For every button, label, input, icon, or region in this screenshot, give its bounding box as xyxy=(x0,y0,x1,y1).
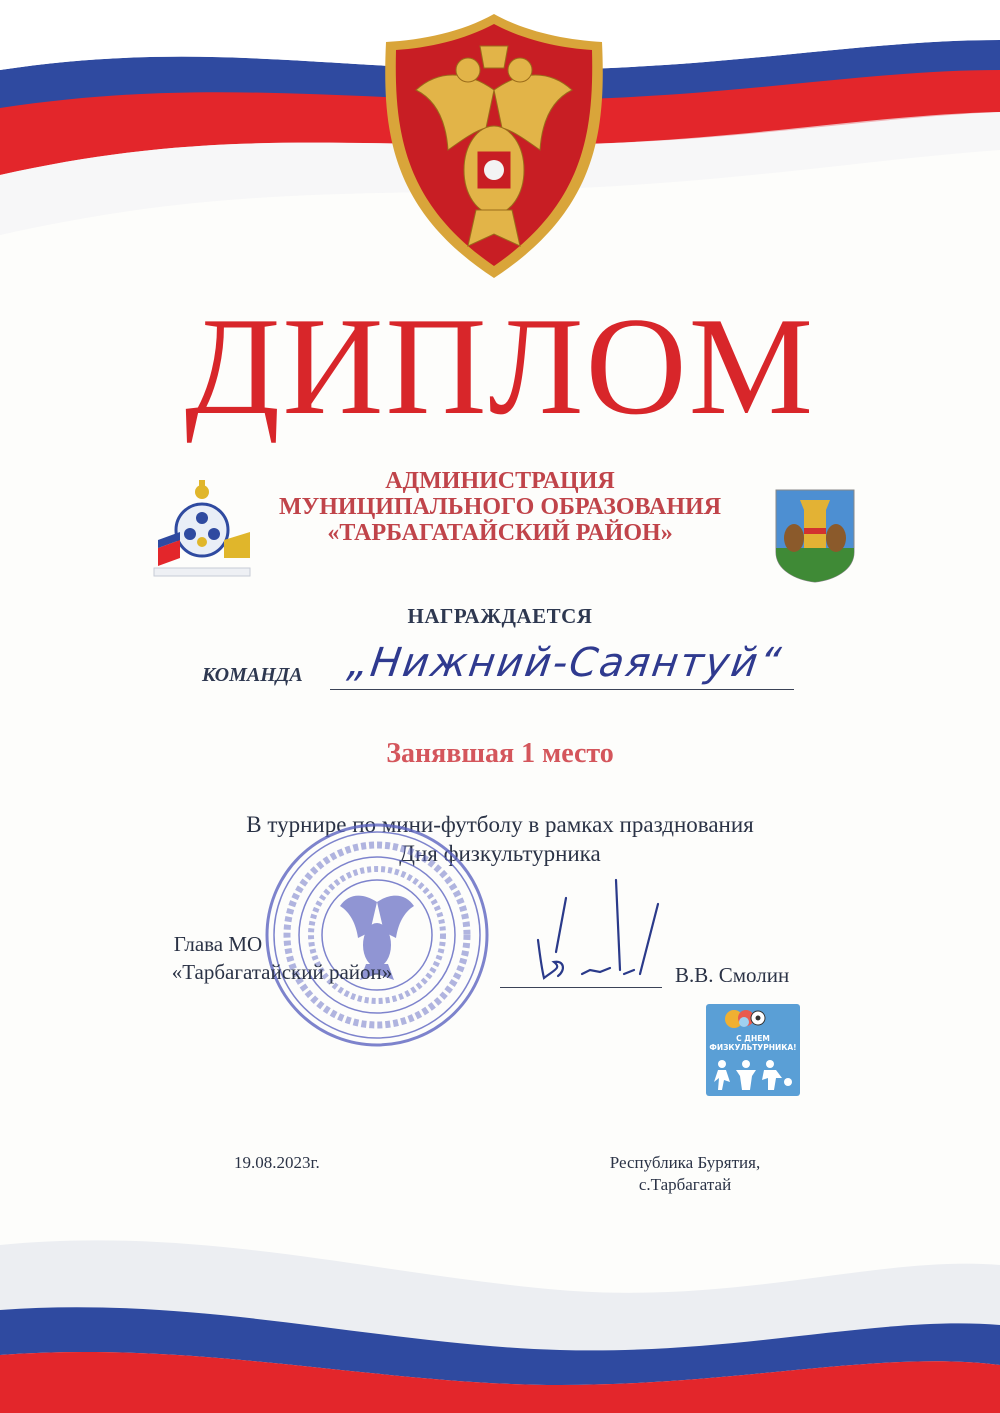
district-logo-icon xyxy=(150,478,260,586)
signature-icon xyxy=(520,870,670,990)
bottom-flag-wave xyxy=(0,1215,1000,1413)
tournament-line-1: В турнире по мини-футболу в рамках празднования xyxy=(246,812,754,837)
badge-text-line-2: ФИЗКУЛЬТУРНИКА! xyxy=(709,1043,797,1052)
team-underline xyxy=(330,689,794,690)
administration-line-2: МУНИЦИПАЛЬНОГО ОБРАЗОВАНИЯ xyxy=(278,494,722,520)
badge-text-line-1: С ДНЕМ xyxy=(736,1034,770,1043)
awarded-label: НАГРАЖДАЕТСЯ xyxy=(407,604,593,628)
diploma-title: ДИПЛОМ xyxy=(184,289,816,444)
russia-coat-of-arms-icon xyxy=(376,10,612,282)
tournament-line-2: Дня физкультурника xyxy=(399,841,601,866)
team-label: КОМАНДА xyxy=(202,664,303,686)
team-name-handwritten: „Нижний-Саянтуй“ xyxy=(344,640,786,686)
place-text: Занявшая 1 место xyxy=(386,738,614,769)
issue-date: 19.08.2023г. xyxy=(234,1153,320,1172)
administration-line-1: АДМИНИСТРАЦИЯ xyxy=(385,468,615,494)
signature-line xyxy=(500,987,662,988)
location-line-2: с.Тарбагатай xyxy=(638,1175,732,1194)
badge-text xyxy=(706,1034,800,1052)
official-stamp-icon xyxy=(262,820,492,1050)
athletes-icon xyxy=(706,1056,800,1096)
sport-day-badge xyxy=(706,1004,800,1096)
location-line-1: Республика Бурятия, xyxy=(609,1153,761,1172)
administration-line-3: «ТАРБАГАТАЙСКИЙ РАЙОН» xyxy=(327,520,673,546)
signatory-title-line-2: «Тарбагатайский район» xyxy=(171,960,393,984)
signatory-name: В.В. Смолин xyxy=(675,963,790,987)
district-coat-of-arms-icon xyxy=(774,488,856,584)
signatory-title-line-1: Глава МО xyxy=(173,932,263,956)
